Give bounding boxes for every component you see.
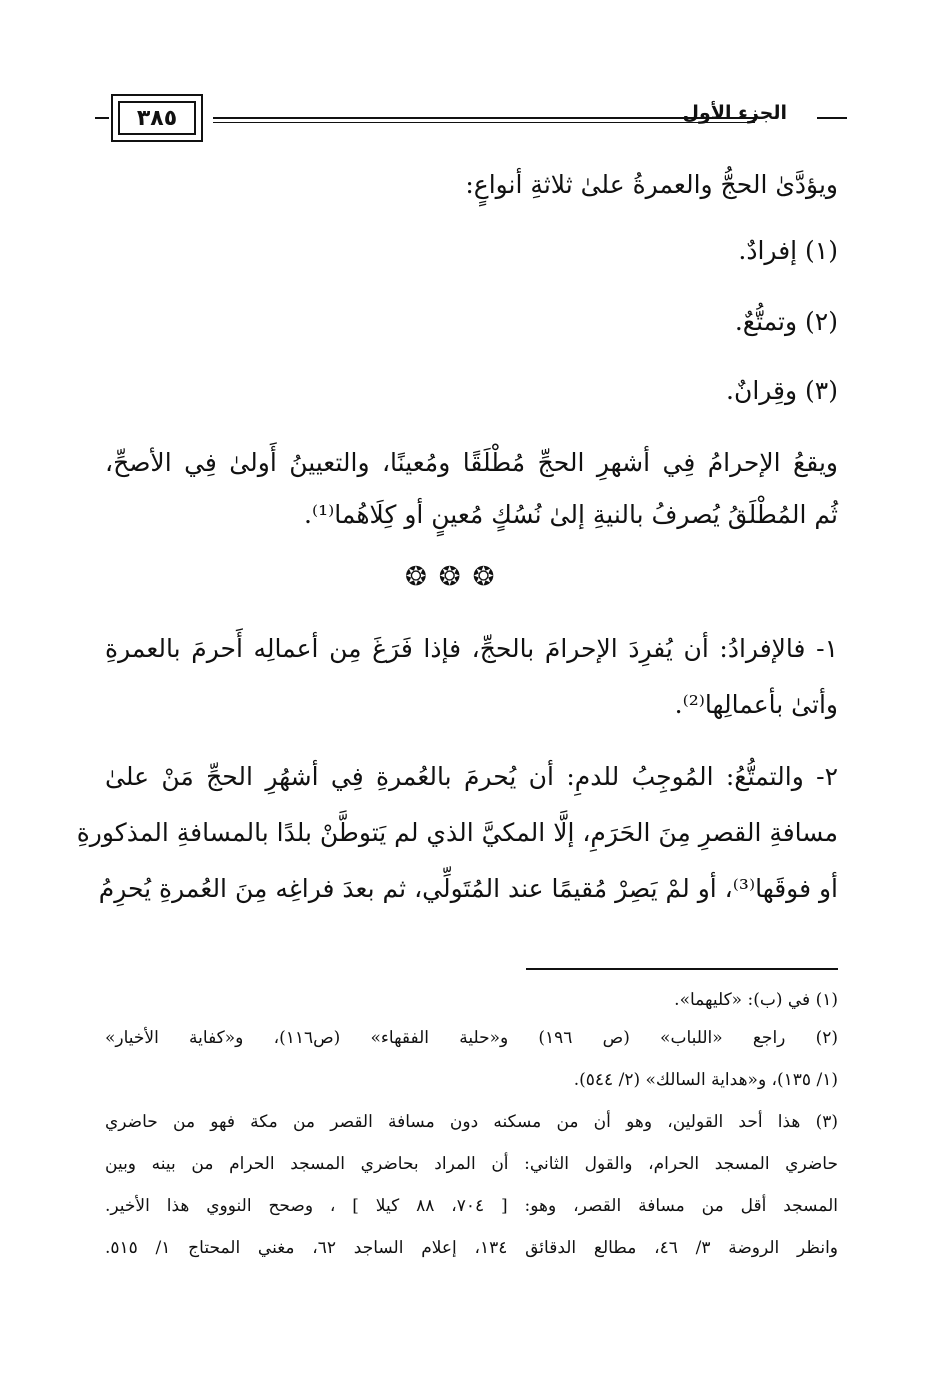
type-ifrad: (١) إفرادٌ. [738,236,838,265]
ifrad-paragraph-line1: ١- فالإفرادُ: أن يُفرِدَ الإحرامَ بالحجِّ، فإذا فَرَغَ مِن أعمالِه أَحرمَ بالعمرةِ [105,634,838,663]
ihram-paragraph-line2: ثُم المُطْلَقُ يُصرفُ بالنيةِ إلىٰ نُسُكٍ مُعينٍ أو كِلَاهُما⁽¹⁾. [304,500,838,529]
header-rule-thin [213,122,755,123]
footnote-3-line1: (٣) هذا أحد القولين، وهو أن من مسكنه دون مسافة القصر من مكة فهو من حاضري [105,1112,838,1132]
footnote-3-line2: حاضري المسجد الحرام، والقول الثاني: أن المراد بحاضري المسجد الحرام من بينه وبين [105,1154,838,1174]
ifrad-paragraph-line2: وأتىٰ بأعمالِها⁽²⁾. [674,690,838,719]
footnote-3-line4: وانظر الروضة ٣/ ٤٦، مطالع الدقائق ١٣٤، إعلام الساجد ٦٢، مغني المحتاج ١/ ٥١٥. [105,1238,839,1258]
page-header [95,92,847,144]
tamattu-paragraph-line3: أو فوقَها⁽³⁾، أو لمْ يَصِرْ مُقيمًا عند المُتَولِّي، ثم بعدَ فراغِه مِنَ العُمرةِ يُحرِمُ [98,874,838,903]
ornament-separator: ❂❂❂ [405,562,507,592]
footnote-2-line1: (٢) راجع «اللباب» (ص ١٩٦) و«حلية الفقهاء» (ص١١٦)، و«كفاية الأخيار» [105,1028,838,1048]
page-number-frame [95,92,215,144]
type-qiran: (٣) وقِرانٌ. [726,376,838,405]
footnote-3-line3: المسجد أقل من مسافة القصر، وهو: [ ٧٠٤، ٨٨ كيلا ] ، وصحح النووي هذا الأخير. [105,1196,839,1216]
page-number-outer-box [111,94,203,142]
tamattu-paragraph-line2: مسافةِ القصرِ مِنَ الحَرَمِ، إلَّا المكيَّ الذي لم يَتوطَّنْ بلدًا بالمسافةِ المذكورةِ [76,818,838,847]
header-dash [817,117,847,119]
header-rule [213,117,755,119]
frame-dash [95,117,109,119]
type-tamattu: (٢) وتمتُّعٌ. [734,307,838,336]
ihram-paragraph-line1: ويقعُ الإحرامُ فِي أشهرِ الحجِّ مُطْلَقًا ومُعينًا، والتعيينُ أَولىٰ فِي الأصحِّ، [105,448,838,477]
page-number: ٣٨٥ [118,101,196,135]
footnote-rule [526,968,838,970]
footnote-1: (١) في (ب): «كليهما». [674,990,838,1010]
footnote-2-line2: (١/ ١٣٥)، و«هداية السالك» (٢/ ٥٤٤). [573,1070,838,1090]
intro-line: ويؤدَّىٰ الحجُّ والعمرةُ علىٰ ثلاثةِ أنواعٍ: [465,170,838,199]
tamattu-paragraph-line1: ٢- والتمتُّعُ: المُوجِبُ للدمِ: أن يُحرمَ بالعُمرةِ فِي أشهُرِ الحجِّ مَنْ علىٰ [105,762,838,791]
running-title: الجزء الأول [682,102,787,124]
